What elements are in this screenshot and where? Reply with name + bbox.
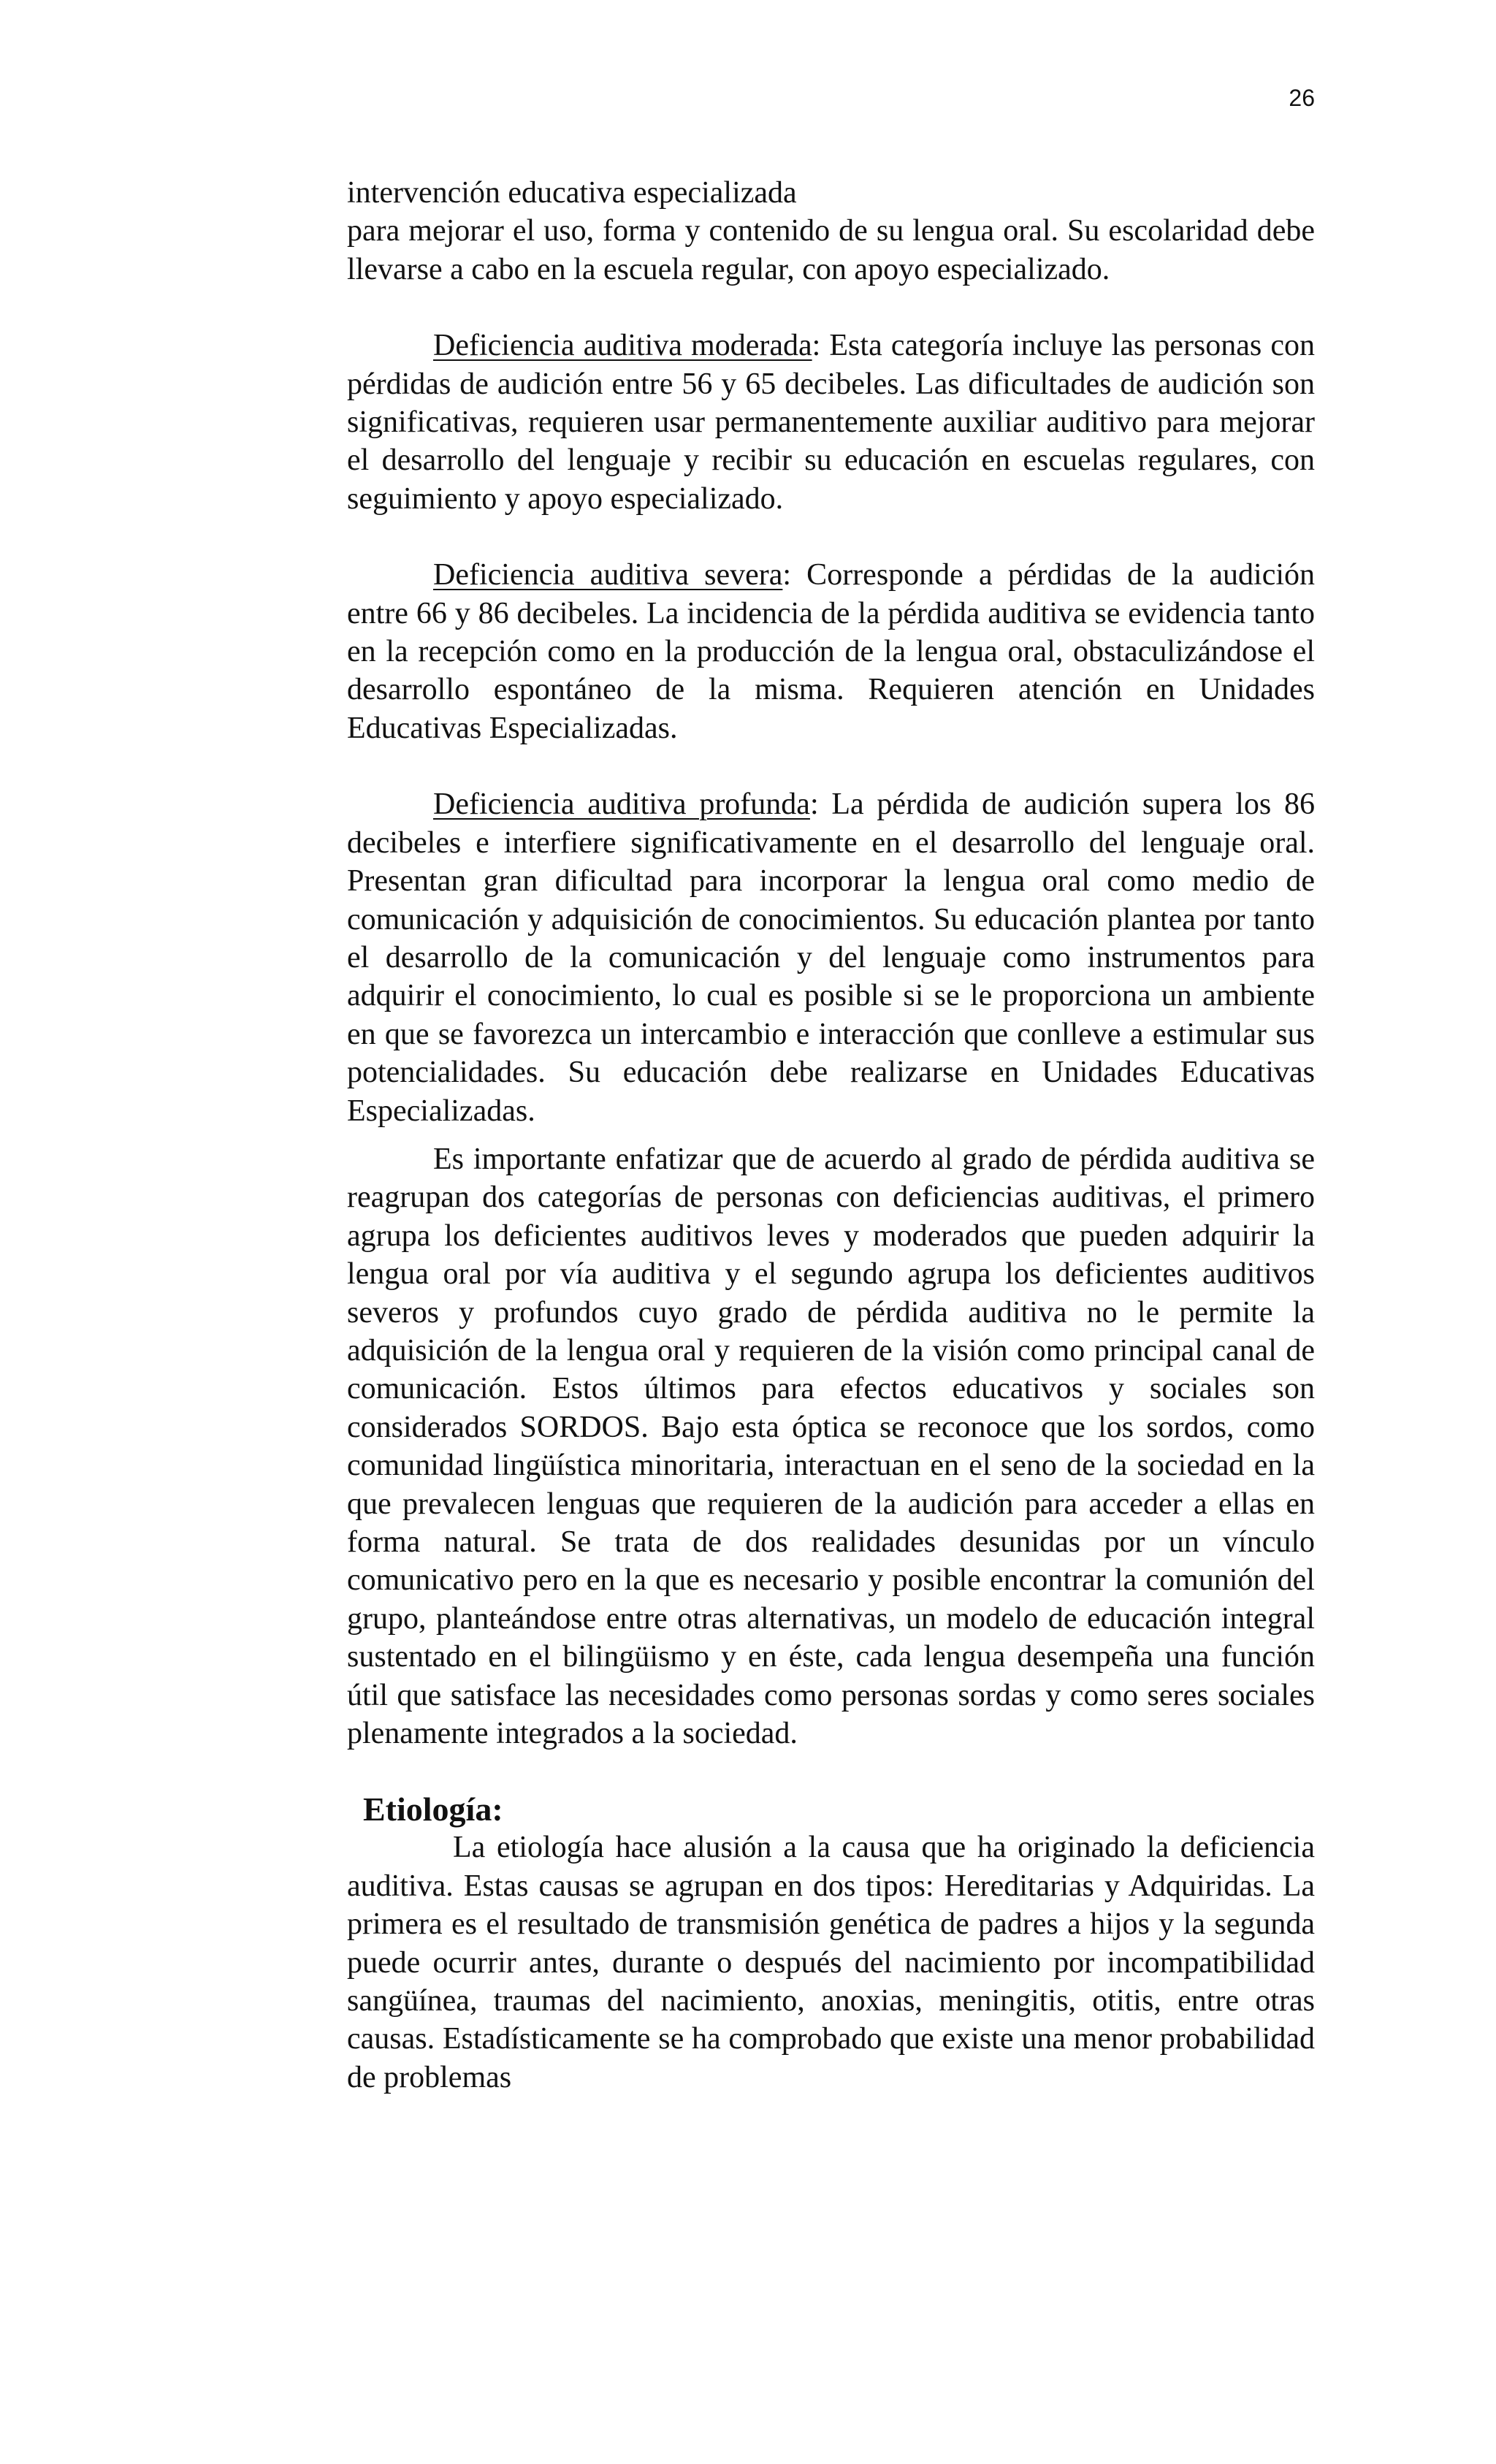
page-number: 26 <box>1289 85 1315 111</box>
severa-text: : Corresponde a pérdidas de la audición entre 66 y 86 decibeles. La incidencia de la pérdida auditiva se evidencia tanto en la recepción como en la producción de la lengua oral, obstaculizándose el desarrollo espontáneo de la misma. Requieren atención en Unidades Educativas Especializadas. <box>347 558 1316 745</box>
paragraph-importante: Es importante enfatizar que de acuerdo al grado de pérdida auditiva se reagrupan dos categorías de personas con deficiencias auditivas, el primero agrupa los deficientes auditivos leves y moderados que pueden adquirir la lengua oral por vía auditiva y el segundo agrupa los deficientes auditivos severos y profundos cuyo grado de pérdida auditiva no le permite la adquisición de la lengua oral y requieren de la visión como principal canal de comunicación. Estos últimos para efectos educativos y sociales son considerados SORDOS. Bajo esta óptica se reconoce que los sordos, como comunidad lingüística minoritaria, interactuan en el seno de la sociedad en la que prevalecen lenguas que requieren de la audición para acceder a ellas en forma natural. Se trata de dos realidades desunidas por un vínculo comunicativo pero en la que es necesario y posible encontrar la comunión del grupo, planteándose entre otras alternativas, un modelo de educación integral sustentado en el bilingüismo y en éste, cada lengua desempeña una función útil que satisface las necesidades como personas sordas y como seres sociales plenamente integrados a la sociedad. <box>347 1142 1315 1751</box>
paragraph-continuation <box>347 174 1315 289</box>
paragraph-etiologia: La etiología hace alusión a la causa que ha originado la deficiencia auditiva. Estas causas se agrupan en dos tipos: Hereditarias y Adquiridas. La primera es el resultado de transmisión genética de padres a hijos y la segunda puede ocurrir antes, durante o después del nacimiento por incompatibilidad sangüínea, traumas del nacimiento, anoxias, meningitis, otitis, entre otras causas. Estadísticamente se ha comprobado que existe una menor probabilidad de problemas <box>347 1831 1315 2094</box>
term-moderada: Deficiencia auditiva moderada <box>433 329 812 363</box>
paragraph-moderada <box>347 327 1315 518</box>
paragraph-continuation-first-line: intervención educativa especializada <box>347 176 797 210</box>
term-profunda: Deficiencia auditiva profunda <box>433 787 810 822</box>
moderada-text: : Esta categoría incluye las personas con pérdidas de audición entre 56 y 65 decibeles. Las dificultades de audición son significativas, requieren usar permanentemente auxiliar auditivo para mejorar el desarrollo del lenguaje y recibir su educación en escuelas regulares, con seguimiento y apoyo especializado. <box>347 329 1316 516</box>
paragraph-severa <box>347 556 1315 747</box>
profunda-text: : La pérdida de audición supera los 86 decibeles e interfiere significativamente en el desarrollo del lenguaje oral. Presentan gran dificultad para incorporar la lengua oral como medio de comunicación y adquisición de conocimientos. Su educación plantea por tanto el desarrollo de la comunicación y del lenguaje como instrumentos para adquirir el conocimiento, lo cual es posible si se le proporciona un ambiente en que se favorezca un intercambio e interacción que conlleve a estimular sus potencialidades. Su educación debe realizarse en Unidades Educativas Especializadas. <box>347 787 1316 1128</box>
paragraph-profunda <box>347 785 1315 1130</box>
term-severa: Deficiencia auditiva severa <box>433 558 783 592</box>
section-heading-etiologia: Etiología: <box>363 1790 503 1828</box>
paragraph-continuation-rest: para mejorar el uso, forma y contenido de su lengua oral. Su escolaridad debe llevarse a cabo en la escuela regular, con apoyo especializado. <box>347 214 1315 286</box>
document-body <box>347 174 1315 2097</box>
